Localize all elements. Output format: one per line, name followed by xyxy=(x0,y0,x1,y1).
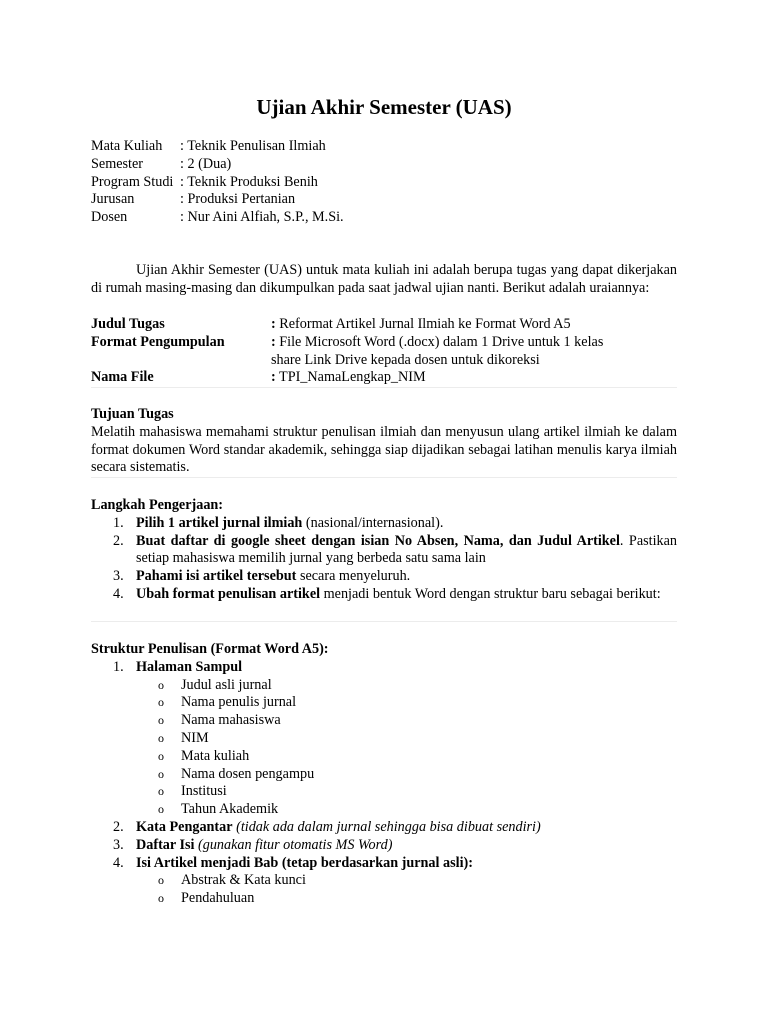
list-item: 3. Daftar Isi (gunakan fitur otomatis MS Word) xyxy=(113,836,393,853)
info-row xyxy=(91,174,344,192)
info-value: : Nur Aini Alfiah, S.P., M.Si. xyxy=(180,209,344,226)
task-details xyxy=(91,316,677,387)
task-value: : Reformat Artikel Jurnal Ilmiah ke Format Word A5 xyxy=(271,316,571,332)
section-heading: Struktur Penulisan (Format Word A5): xyxy=(91,641,329,657)
sub-list xyxy=(91,677,677,819)
sub-item: o Nama mahasiswa xyxy=(158,712,281,729)
sub-item: o Pendahuluan xyxy=(158,890,255,907)
task-value: : File Microsoft Word (.docx) dalam 1 Drive untuk 1 kelas share Link Drive kepada dosen untuk dikoreksi xyxy=(271,333,604,368)
intro-text: Ujian Akhir Semester (UAS) untuk mata kuliah ini adalah berupa tugas yang dapat dikerjakan di rumah masing-masing dan dikumpulkan pada saat jadwal ujian nanti. Berikut adalah uraiannya: xyxy=(91,262,677,296)
info-row xyxy=(91,156,344,174)
task-row-format xyxy=(91,334,677,370)
task-value: : TPI_NamaLengkap_NIM xyxy=(271,369,426,386)
divider xyxy=(91,621,677,622)
info-row xyxy=(91,209,344,227)
info-row xyxy=(91,138,344,156)
langkah-section xyxy=(91,497,677,604)
sub-item: o NIM xyxy=(158,729,209,746)
task-row-judul xyxy=(91,316,677,334)
intro-paragraph xyxy=(91,262,677,298)
task-label: Format Pengumpulan xyxy=(91,333,225,350)
info-value: : Teknik Produksi Benih xyxy=(180,173,318,190)
divider xyxy=(91,387,677,388)
structure-list xyxy=(91,659,677,908)
task-row-nama xyxy=(91,369,677,387)
info-value: : 2 (Dua) xyxy=(180,155,232,172)
list-item: 1. Halaman Sampul o Judul asli jurnal o Nama penulis jurnal o Nama mahasiswa o NIM o Mata kuliah o Nama dosen pengampu o Institusi o Tahun Akademik xyxy=(91,659,677,819)
sub-item: o Nama penulis jurnal xyxy=(158,694,297,711)
sub-item: o Abstrak & Kata kunci xyxy=(158,872,306,889)
sub-item: o Nama dosen pengampu xyxy=(158,765,315,782)
sub-item: o Mata kuliah xyxy=(158,747,250,764)
list-item: 1. Pilih 1 artikel jurnal ilmiah (nasional/internasional). xyxy=(113,514,444,531)
list-item: 2. Buat daftar di google sheet dengan isian No Absen, Nama, dan Judul Artikel. Pastikan setiap mahasiswa memilih jurnal yang berbeda satu sama lain xyxy=(113,532,678,567)
sub-item: o Institusi xyxy=(158,783,227,800)
tujuan-section xyxy=(91,406,677,477)
sub-list xyxy=(91,872,677,908)
task-label: Nama File xyxy=(91,369,154,386)
section-heading: Langkah Pengerjaan: xyxy=(91,497,224,513)
course-info xyxy=(91,138,344,227)
section-heading: Tujuan Tugas xyxy=(91,406,174,422)
list-item: 4. Isi Artikel menjadi Bab (tetap berdasarkan jurnal asli): o Abstrak & Kata kunci o Pendahuluan xyxy=(91,855,677,908)
info-label: Semester xyxy=(91,155,144,172)
info-label: Program Studi xyxy=(91,173,174,190)
task-label: Judul Tugas xyxy=(91,316,165,332)
list-item: 2. Kata Pengantar (tidak ada dalam jurnal sehingga bisa dibuat sendiri) xyxy=(113,818,541,835)
page-title: Ujian Akhir Semester (UAS) xyxy=(256,95,512,119)
info-label: Jurusan xyxy=(91,191,135,208)
list-item: 3. Pahami isi artikel tersebut secara menyeluruh. xyxy=(113,568,411,585)
sub-item: o Judul asli jurnal xyxy=(158,676,272,693)
info-value: : Produksi Pertanian xyxy=(180,191,296,208)
info-value: : Teknik Penulisan Ilmiah xyxy=(180,138,326,154)
divider xyxy=(91,477,677,478)
info-row xyxy=(91,191,344,209)
struktur-section xyxy=(91,641,677,908)
section-text: Melatih mahasiswa memahami struktur penulisan ilmiah dan menyusun ulang artikel ilmiah ke dalam format dokumen Word standar akademik, sehingga siap dijadikan sebagai latihan menulis karya ilmiah secara sistematis. xyxy=(91,423,677,476)
sub-item: o Tahun Akademik xyxy=(158,801,279,818)
info-label: Dosen xyxy=(91,209,128,226)
steps-list xyxy=(91,515,677,604)
list-item: 4. Ubah format penulisan artikel menjadi bentuk Word dengan struktur baru sebagai berikut: xyxy=(113,585,661,602)
info-label: Mata Kuliah xyxy=(91,138,163,154)
